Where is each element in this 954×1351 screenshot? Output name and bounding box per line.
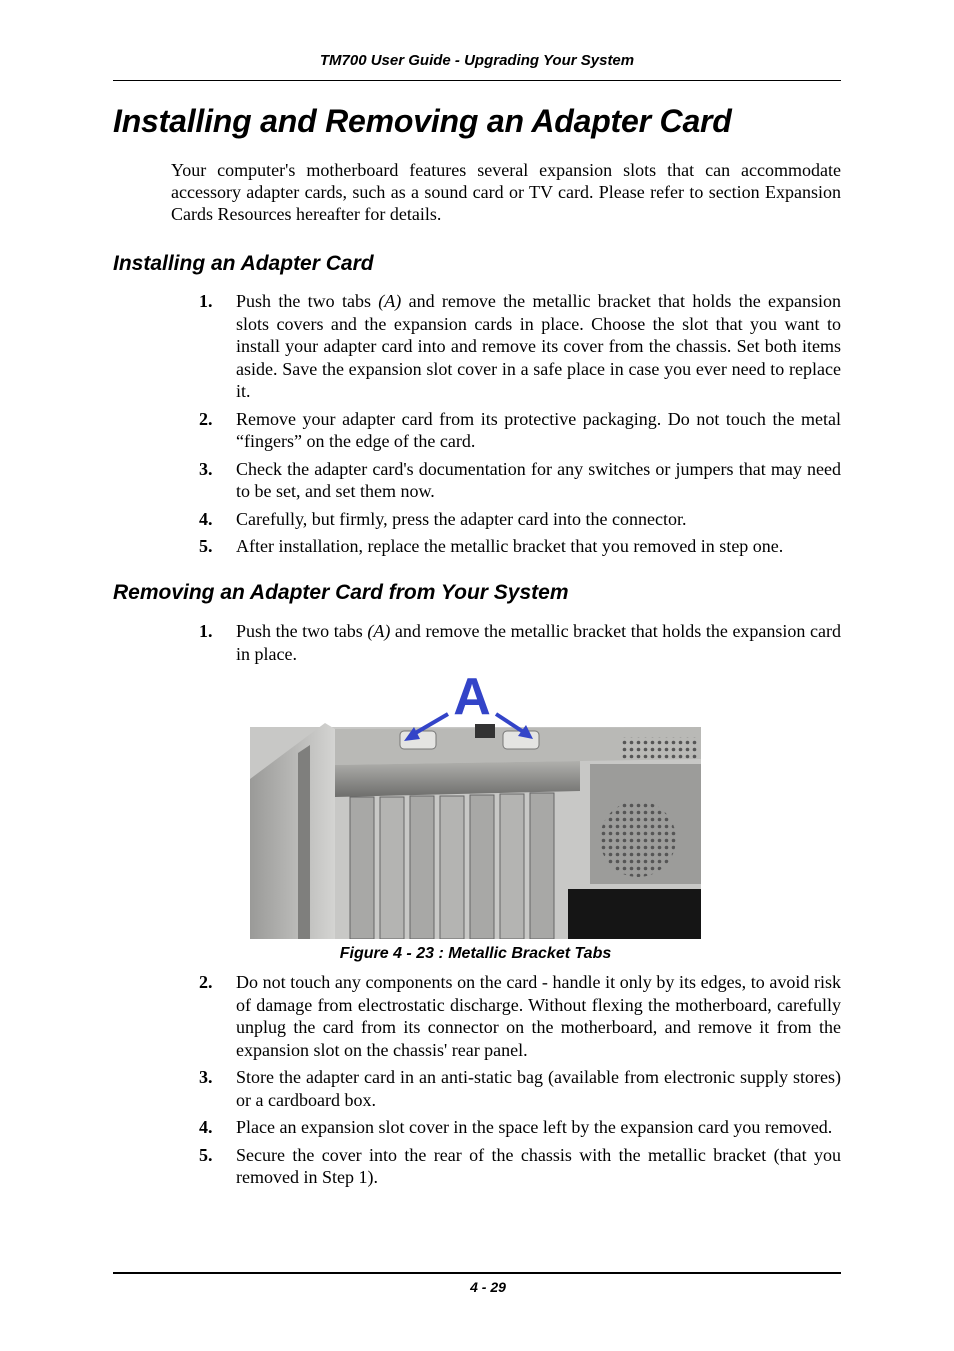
step-tab-reference: (A) [367,621,391,641]
step-tab-reference: (A) [378,291,402,311]
footer-rule [113,1272,841,1274]
step-text-after: and remove the metallic bracket that holds the expansion slots covers and the expansion cards in place. Choose the slot that you want to install your adapter card into and remove its cover from the chassis. Set both items aside. Save the expansion slot cover in a safe place in case you ever need to replace it. [236,291,841,401]
list-item [199,290,841,403]
list-item [199,408,841,453]
step-number: 2. [199,408,213,429]
step-number: 4. [199,508,213,529]
step-text: Carefully, but firmly, press the adapter card into the connector. [236,508,687,529]
slot-covers [350,793,554,939]
list-item [199,620,841,665]
installing-heading: Installing an Adapter Card [113,252,374,275]
list-item [199,458,841,503]
removing-step-1 [199,620,841,670]
step-text: Secure the cover into the rear of the chassis with the metallic bracket (that you removed in Step 1). [236,1144,841,1187]
list-item [199,1116,841,1139]
bracket-tabs-figure [250,669,701,939]
step-number: 2. [199,972,213,992]
intro-paragraph: Your computer's motherboard features several expansion slots that can accommodate accessory adapter cards, such as a sound card or TV card. Please refer to section Expansion Cards Resources hereafter for details. [171,160,841,224]
step-number: 1. [199,291,213,311]
step-number: 4. [199,1117,213,1137]
figure-label-a: A [453,669,491,726]
step-number: 5. [199,1144,213,1165]
removing-steps [199,971,841,1194]
running-header: TM700 User Guide - Upgrading Your System [319,52,635,69]
step-text: Check the adapter card's documentation for any switches or jumpers that may need to be set, and set them now. [236,458,841,501]
list-item [199,971,841,1061]
step-number: 1. [199,621,213,641]
side-panel-edge [298,745,310,939]
top-vent [620,737,698,761]
step-text: Remove your adapter card from its protective packaging. Do not touch the metal “fingers” on the edge of the card. [236,408,841,451]
installing-steps [199,290,841,563]
fan-vent [600,801,676,877]
step-text-after: and remove the metallic bracket that holds the expansion card in place. [236,621,841,664]
psu-opening [568,889,701,939]
step-text: Store the adapter card in an anti-static bag (available from electronic supply stores) or a cardboard box. [236,1067,841,1110]
figure-caption: Figure 4 - 23 : Metallic Bracket Tabs [339,945,612,962]
step-text-before: Push the two tabs [236,621,368,641]
step-number: 3. [199,1067,213,1087]
step-text: Place an expansion slot cover in the space left by the expansion card you removed. [236,1117,833,1137]
list-item [199,508,841,531]
metallic-bracket [335,761,580,797]
list-item [199,535,841,558]
list-item [199,1144,841,1189]
page-title: Installing and Removing an Adapter Card [113,103,732,139]
list-item [199,1066,841,1111]
step-text: After installation, replace the metallic bracket that you removed in step one. [236,536,784,556]
header-rule [113,80,841,81]
step-text-before: Push the two tabs [236,291,379,311]
step-number: 5. [199,536,213,556]
removing-heading: Removing an Adapter Card from Your System [113,581,569,604]
bracket-screw-block [475,724,495,738]
step-number: 3. [199,458,213,479]
page-number: 4 - 29 [470,1279,506,1295]
step-text: Do not touch any components on the card - handle it only by its edges, to avoid risk of damage from electrostatic discharge. Without flexing the motherboard, carefully unplug the card from its connector on the motherboard, and remove it from the expansion slot on the chassis' rear panel. [236,972,841,1060]
